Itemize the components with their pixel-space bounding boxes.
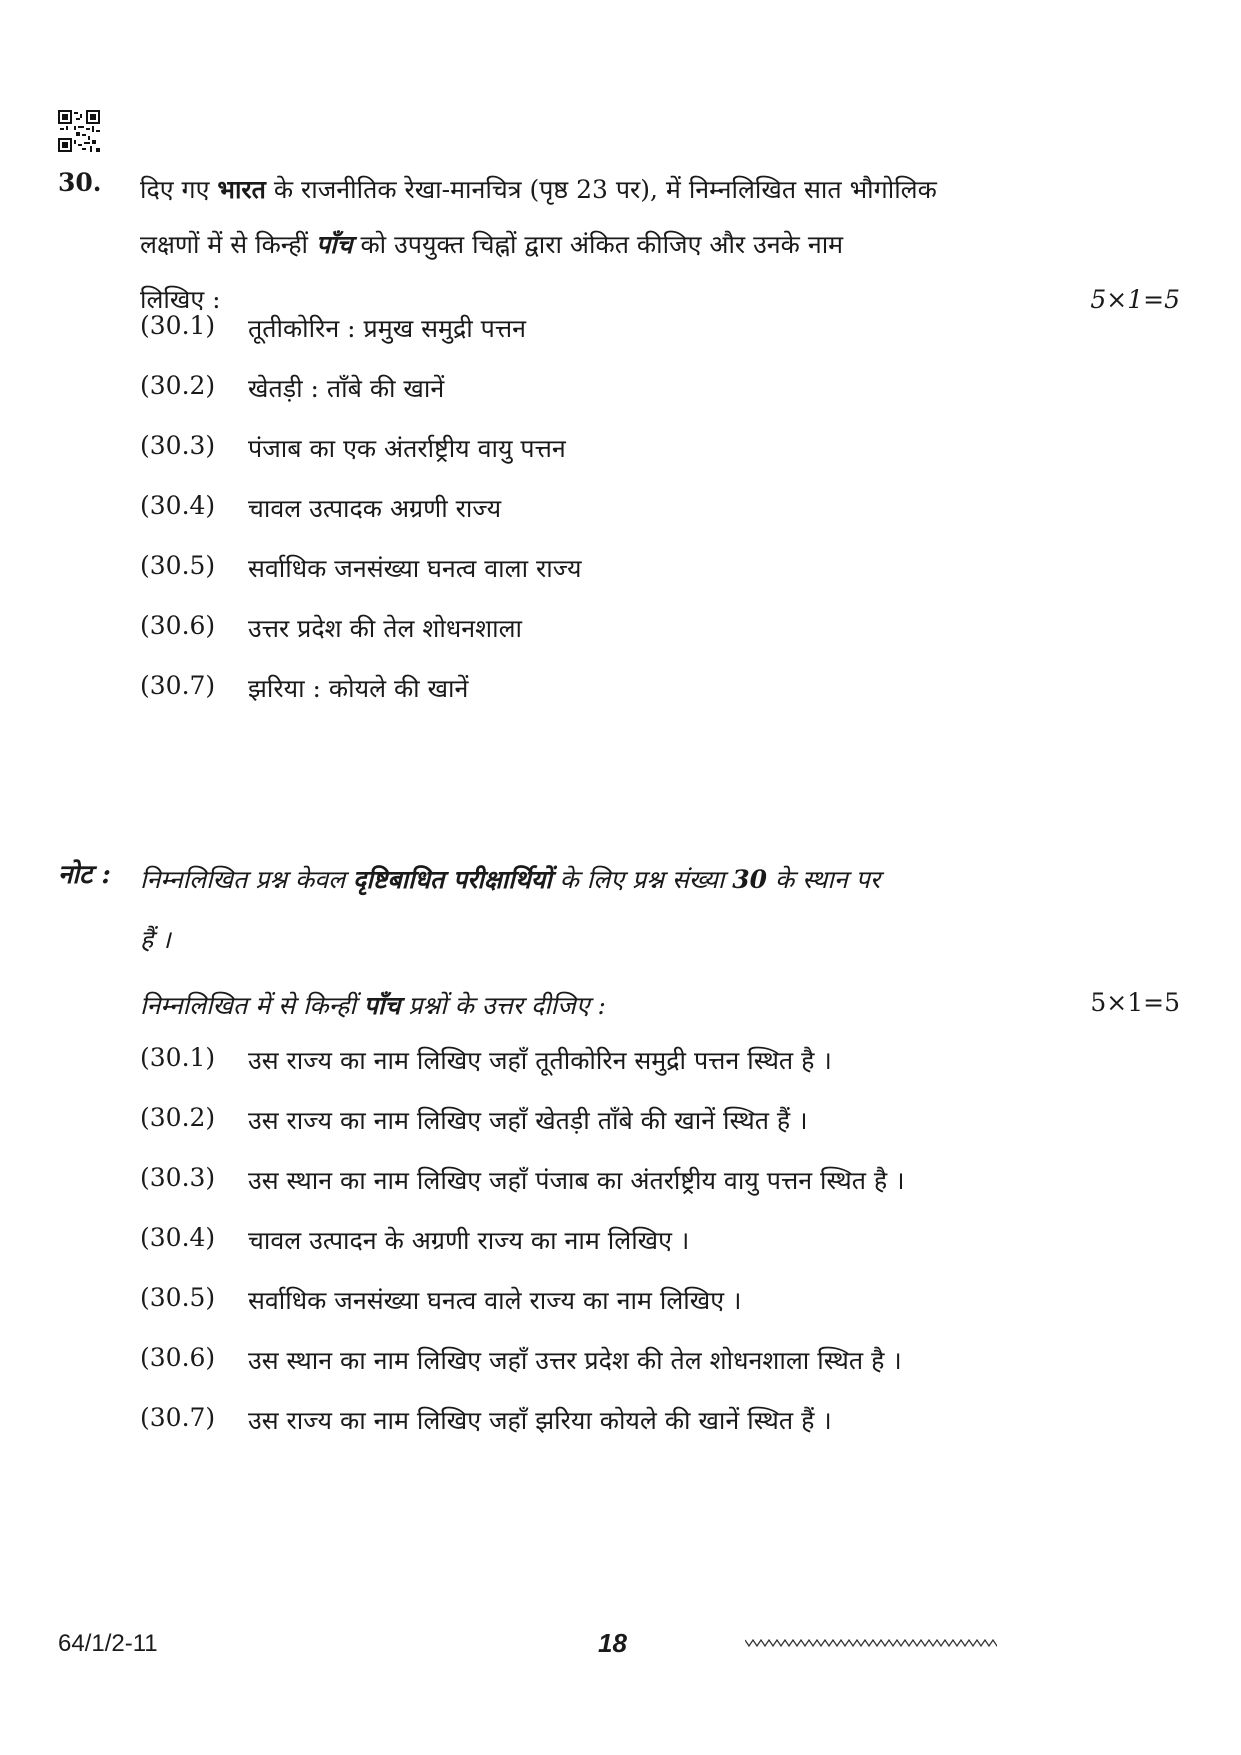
paper-code: 64/1/2-11 [58, 1630, 158, 1657]
note-line1-num: 30 [732, 865, 768, 894]
list-item: (30.6) उस स्थान का नाम लिखिए जहाँ उत्तर प्रदेश की तेल शोधनशाला स्थित है । [140, 1343, 902, 1375]
page-number: 18 [598, 1628, 627, 1658]
note-line-1: निम्नलिखित प्रश्न केवल दृष्टिबाधित परीक्षार्थियों के लिए प्रश्न संख्या 30 के स्थान पर [140, 865, 881, 894]
list-item: (30.3) उस स्थान का नाम लिखिए जहाँ पंजाब का अंतर्राष्ट्रीय वायु पत्तन स्थित है । [140, 1163, 905, 1195]
note-text [140, 850, 1180, 970]
list-item: (30.2) खेतड़ी : ताँबे की खानें [140, 371, 445, 403]
question-line1-bold: भारत [217, 175, 266, 204]
list-item: (30.7) उस राज्य का नाम लिखिए जहाँ झरिया कोयले की खानें स्थित हैं । [140, 1403, 832, 1435]
question-marks: 5×1=5 [1090, 285, 1180, 314]
question-line-2 [140, 217, 1180, 272]
question-line1-post: के राजनीतिक रेखा-मानचित्र (पृष्ठ 23 पर), में निम्नलिखित सात भौगोलिक [265, 175, 937, 204]
list-item: (30.5) सर्वाधिक जनसंख्या घनत्व वाला राज्य [140, 551, 582, 583]
question-number: 30. [58, 168, 102, 197]
list-item: (30.1) उस राज्य का नाम लिखिए जहाँ तूतीकोरिन समुद्री पत्तन स्थित है । [140, 1043, 832, 1075]
list-item: (30.7) झरिया : कोयले की खानें [140, 671, 469, 703]
list-item: (30.4) चावल उत्पादक अग्रणी राज्य [140, 491, 502, 523]
qr-code-icon [58, 110, 100, 152]
question-text [140, 162, 1180, 327]
list-item: (30.3) पंजाब का एक अंतर्राष्ट्रीय वायु पत्तन [140, 431, 566, 463]
note-instruction-bold: पाँच [363, 991, 401, 1020]
question-line2-bold: पाँच [315, 230, 353, 259]
list-item: (30.6) उत्तर प्रदेश की तेल शोधनशाला [140, 611, 522, 643]
question-line1-pre: दिए गए [140, 175, 218, 204]
wavy-line-icon [745, 1636, 997, 1650]
question-line-1 [140, 162, 1180, 217]
list-item: (30.4) चावल उत्पादन के अग्रणी राज्य का नाम लिखिए । [140, 1223, 690, 1255]
note-instruction: निम्नलिखित में से किन्हीं पाँच प्रश्नों के उत्तर दीजिए : 5×1=5 [140, 988, 1180, 1020]
note-line1-bold: दृष्टिबाधित परीक्षार्थियों [353, 865, 552, 894]
note-marks: 5×1=5 [1090, 988, 1180, 1017]
question-line2-pre: लक्षणों में से किन्हीं [140, 230, 316, 259]
list-item: (30.2) उस राज्य का नाम लिखिए जहाँ खेतड़ी ताँबे की खानें स्थित हैं । [140, 1103, 808, 1135]
question-line3: लिखिए : [140, 285, 221, 314]
list-item: (30.5) सर्वाधिक जनसंख्या घनत्व वाले राज्य का नाम लिखिए । [140, 1283, 742, 1315]
note-label: नोट : [58, 860, 111, 890]
note-line-2: हैं । [140, 925, 171, 954]
question-line2-post: को उपयुक्त चिह्नों द्वारा अंकित कीजिए और उनके नाम [352, 230, 844, 259]
list-item: (30.1) तूतीकोरिन : प्रमुख समुद्री पत्तन [140, 311, 527, 343]
